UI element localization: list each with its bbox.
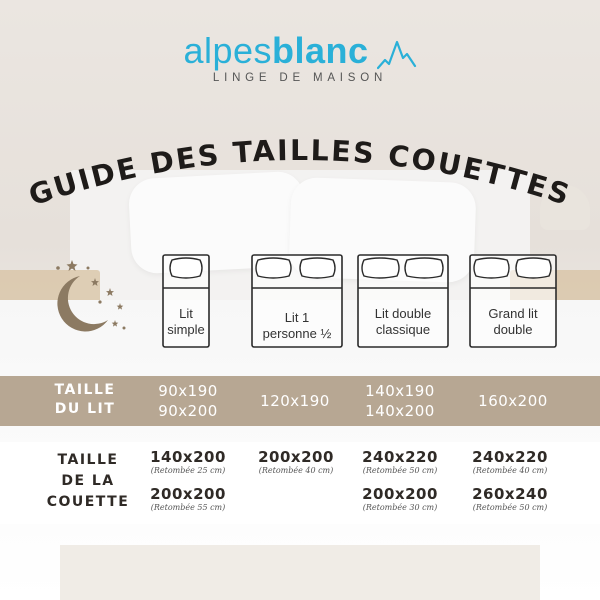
brand-name-light: alpes xyxy=(183,30,273,71)
duvet-size-cell-one-and-half xyxy=(244,449,348,477)
bed-label-line: Lit xyxy=(179,306,193,321)
bed-size-value: 120x190 xyxy=(260,392,330,410)
bed-label-line: personne ½ xyxy=(262,326,332,341)
duvet-drop-note: (Retombée 30 cm) xyxy=(362,503,438,512)
duvet-size-value: 240x220 xyxy=(472,448,548,466)
bed-label-line: Lit double xyxy=(374,306,432,321)
bed-size-value: 160x200 xyxy=(478,392,548,410)
duvet-drop-note: (Retombée 40 cm) xyxy=(472,466,548,475)
bed-size-value: 140x200 xyxy=(365,402,435,420)
row-label-line: DE LA xyxy=(61,473,115,489)
bed-label-double xyxy=(357,306,449,338)
bed-label-line: Lit 1 xyxy=(284,310,310,325)
bed-label-line: simple xyxy=(167,322,205,337)
duvet-drop-note: (Retombée 25 cm) xyxy=(150,466,226,475)
duvet-drop-note: (Retombée 50 cm) xyxy=(362,466,438,475)
duvet-size-row-label xyxy=(36,450,140,513)
bed-size-cell-double xyxy=(355,381,445,421)
bed-size-value: 90x190 xyxy=(158,382,218,400)
bed-size-value: 140x190 xyxy=(365,382,435,400)
duvet-size-cell-double xyxy=(348,449,452,514)
moon-stars-icon xyxy=(40,258,130,348)
duvet-drop-note: (Retombée 55 cm) xyxy=(150,503,226,512)
bed-size-cell-single xyxy=(145,381,231,421)
bed-size-row-label xyxy=(40,381,130,419)
duvet-size-cell-queen xyxy=(458,449,562,514)
bed-label-single xyxy=(158,306,214,338)
row-label-line: TAILLE xyxy=(57,452,119,468)
brand-tagline: LINGE DE MAISON xyxy=(212,72,388,84)
row-label-line: COUETTE xyxy=(46,494,130,510)
page-title-text: GUIDE DES TAILLES COUETTES xyxy=(24,133,576,213)
brand-name xyxy=(183,30,368,72)
duvet-size-value: 200x200 xyxy=(362,485,438,503)
duvet-drop-note: (Retombée 40 cm) xyxy=(258,466,334,475)
row-label-line: DU LIT xyxy=(54,401,116,417)
bed-size-cell-queen xyxy=(465,391,561,411)
duvet-size-cell-single xyxy=(136,449,240,514)
duvet-drop-note: (Retombée 50 cm) xyxy=(472,503,548,512)
duvet-size-value: 260x240 xyxy=(472,485,548,503)
duvet-size-row xyxy=(0,442,600,524)
bed-label-one-and-half xyxy=(251,310,343,342)
duvet-size-value: 140x200 xyxy=(150,448,226,466)
bed-size-row xyxy=(0,376,600,426)
bed-label-line: classique xyxy=(375,322,431,337)
brand-name-bold: blanc xyxy=(272,30,369,71)
bed-label-line: Grand lit xyxy=(488,306,538,321)
bed-size-cell-one-and-half xyxy=(247,391,343,411)
bed-label-line: double xyxy=(493,322,533,337)
bed-label-queen xyxy=(469,306,557,338)
brand-wordmark xyxy=(183,30,416,72)
row-label-line: TAILLE xyxy=(54,382,116,398)
background-rug xyxy=(60,545,540,600)
bed-size-value: 90x200 xyxy=(158,402,218,420)
mountain-logo-icon xyxy=(377,38,417,72)
brand-logo xyxy=(0,30,600,84)
duvet-size-value: 240x220 xyxy=(362,448,438,466)
svg-text:GUIDE DES TAILLES COUETTES xyxy=(25,134,575,212)
duvet-size-value: 200x200 xyxy=(258,448,334,466)
page-title xyxy=(0,100,600,220)
duvet-size-value: 200x200 xyxy=(150,485,226,503)
